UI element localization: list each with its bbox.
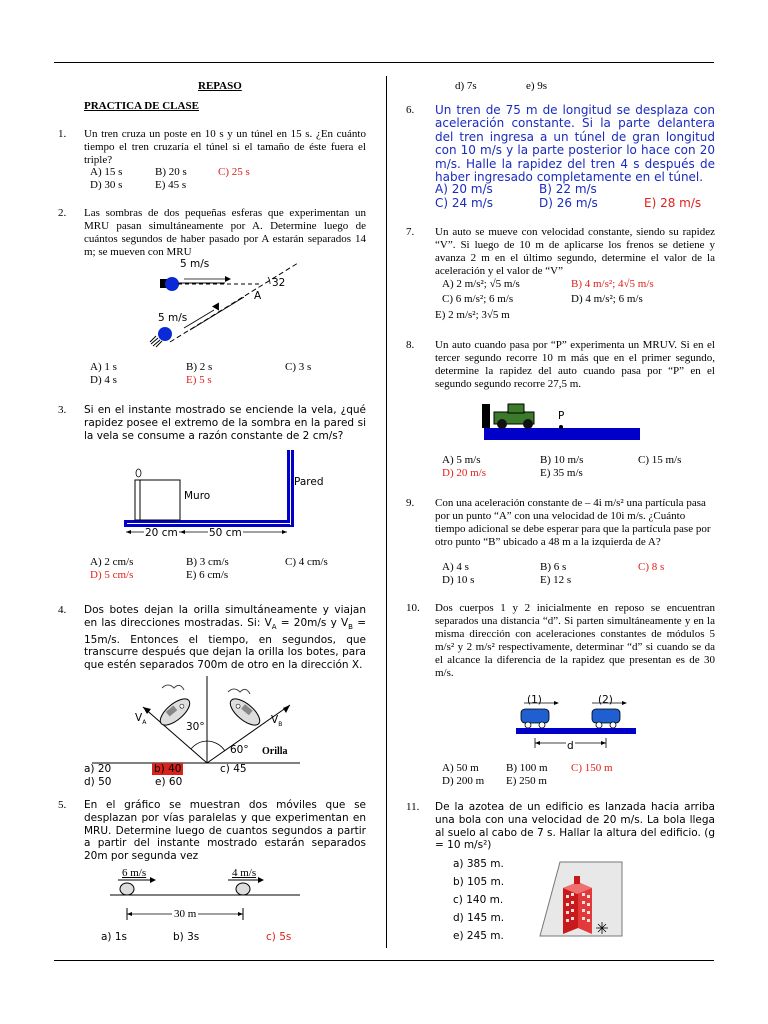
- q4-opt-c: c) 45: [220, 763, 247, 775]
- q3-number: 3.: [58, 404, 67, 416]
- q10-opt-b: B) 100 m: [506, 762, 548, 774]
- q7-opt-a: A) 2 m/s²; √5 m/s: [442, 278, 520, 290]
- q5-number: 5.: [58, 799, 67, 811]
- q2-opt-c: C) 3 s: [285, 361, 312, 373]
- q9-opt-a: A) 4 s: [442, 561, 469, 573]
- q10-opt-a: A) 50 m: [442, 762, 479, 774]
- q3-text: Si en el instante mostrado se enciende la vela, ¿qué rapidez posee el extremo de la sombra en la pared si la vela se consume a razón constante de 2 cm/s?: [84, 404, 366, 442]
- q11-opt-b: b) 105 m.: [453, 876, 505, 888]
- q8-opt-a: A) 5 m/s: [442, 454, 481, 466]
- q5-dist-label: 30 m: [174, 908, 197, 920]
- q4-vb-label: $V_B$: [271, 714, 283, 729]
- q1-text: Un tren cruza un poste en 10 s y un túnel en 15 s. ¿En cuánto tiempo el tren cruzaría el túnel si el tamaño de éste fuera el triple?: [84, 128, 366, 166]
- q11-opt-e: e) 245 m.: [453, 930, 504, 942]
- q5-opt-e: e) 9s: [526, 80, 548, 92]
- q1-opt-c-answer: C) 25 s: [218, 166, 250, 178]
- q10-opt-c-answer: C) 150 m: [571, 762, 613, 774]
- q8-opt-b: B) 10 m/s: [540, 454, 584, 466]
- q6-text: Un tren de 75 m de longitud se desplaza con aceleración constante. Si la parte delantera del tren ingresa a un túnel de gran longitud con 10 m/s y la parte posterior lo hace con 20 m/s. Halle la rapidez del tren 4 s después de haber ingresado completamente en el túnel.: [435, 103, 715, 185]
- q8-number: 8.: [406, 339, 415, 351]
- q10-opt-d: D) 200 m: [442, 775, 485, 787]
- q2-v1-label: 5 m/s: [180, 258, 210, 270]
- q8-opt-d-answer: D) 20 m/s: [442, 467, 486, 479]
- q4-angle-30: 30°: [186, 721, 205, 733]
- q5-v2-label: 4 m/s: [232, 867, 257, 879]
- q10-opt-e: E) 250 m: [506, 775, 547, 787]
- q10-dist-label: d: [567, 740, 574, 752]
- q2-opt-b: B) 2 s: [186, 361, 213, 373]
- q9-opt-c-answer: C) 8 s: [638, 561, 665, 573]
- q9-opt-d: D) 10 s: [442, 574, 475, 586]
- q6-opt-b: B) 22 m/s: [539, 182, 597, 196]
- q7-opt-d: D) 4 m/s²; 6 m/s: [571, 293, 643, 305]
- q6-opt-d: D) 26 m/s: [539, 196, 598, 210]
- q6-opt-c: C) 24 m/s: [435, 196, 493, 210]
- page-title: REPASO: [198, 80, 242, 92]
- q2-opt-a: A) 1 s: [90, 361, 117, 373]
- q2-text: Las sombras de dos pequeñas esferas que experimentan un MRU pasan simultáneamente por A. Determine luego de cuántos segundos de haber pasado por A estarán separados 14 m; se mueven con MRU: [84, 207, 366, 258]
- q3-wall-label: Pared: [294, 476, 324, 488]
- q10-body-1-label: (1): [527, 694, 542, 706]
- q9-number: 9.: [406, 497, 415, 509]
- q4-number: 4.: [58, 604, 67, 616]
- q8-opt-e: E) 35 m/s: [540, 467, 583, 479]
- q11-text: De la azotea de un edificio es lanzada hacia arriba una bola con una velocidad de 20 m/s. La bola llega al suelo al cabo de 7 s. Hallar la altura del edificio. (g = 10 m/s²): [435, 801, 715, 852]
- q3-muro-label: Muro: [184, 490, 211, 502]
- q1-opt-e: E) 45 s: [155, 179, 187, 191]
- q2-opt-e-answer: E) 5 s: [186, 374, 212, 386]
- q3-opt-e: E) 6 cm/s: [186, 569, 229, 581]
- q5-opt-b: b) 3s: [173, 931, 200, 943]
- q4-opt-b-answer: b) 40: [154, 763, 182, 775]
- q5-opt-c-answer: c) 5s: [266, 931, 292, 943]
- q11-opt-a: a) 385 m.: [453, 858, 504, 870]
- q4-opt-d: d) 50: [84, 776, 112, 788]
- q3-dist-2: 50 cm: [209, 527, 242, 539]
- q4-opt-e: e) 60: [155, 776, 183, 788]
- q7-opt-c: C) 6 m/s²; 6 m/s: [442, 293, 514, 305]
- q9-opt-b: B) 6 s: [540, 561, 567, 573]
- q6-number: 6.: [406, 104, 415, 116]
- q2-point-a: A: [254, 290, 262, 302]
- q1-opt-d: D) 30 s: [90, 179, 123, 191]
- q7-text: Un auto se mueve con velocidad constante, siendo su rapidez “V”. Si luego de 10 m de aplicarse los frenos se detiene y avanza 2 m en el último segundo, determine el valor de la aceleración y el valor de “V”: [435, 226, 715, 277]
- q3-opt-d-answer: D) 5 cm/s: [90, 569, 134, 581]
- q4-angle-60: 60°: [230, 744, 249, 756]
- q2-number: 2.: [58, 207, 67, 219]
- q3-dist-1: 20 cm: [145, 527, 178, 539]
- q9-opt-e: E) 12 s: [540, 574, 572, 586]
- q10-text: Dos cuerpos 1 y 2 inicialmente en reposo se encuentran separados una distancia “d”. Si parten simultáneamente y en la misma dirección con aceleraciones constantes de módulos 5 m/s² y 2 m/s² respectivamente, determinar “d” si cuando se da el alcance la diferencia de la rapidez que presentan es de 30 m/s.: [435, 602, 715, 679]
- q5-v1-label: 6 m/s: [122, 867, 147, 879]
- q8-text: Un auto cuando pasa por “P” experimenta un MRUV. Si en el tercer segundo recorre 10 m más que en el primer segundo, determine la rapidez del auto cuando pasa por “P” en el segundo segundo recorre 27,5 m.: [435, 339, 715, 390]
- q5-opt-a: a) 1s: [101, 931, 128, 943]
- q5-text: En el gráfico se muestran dos móviles que se desplazan por vías paralelas y que experimentan en MRU. Determine luego de cuantos segundos a partir a partir del instante mostrado estarán separados 20m por segunda vez: [84, 799, 366, 863]
- q1-opt-b: B) 20 s: [155, 166, 187, 178]
- q2-angle: 32: [272, 277, 286, 289]
- q2-v2-label: 5 m/s: [158, 312, 188, 324]
- q11-opt-c: c) 140 m.: [453, 894, 504, 906]
- q3-opt-b: B) 3 cm/s: [186, 556, 229, 568]
- q8-point-label: P: [558, 410, 565, 422]
- q7-opt-b-answer: B) 4 m/s²; 4√5 m/s: [571, 278, 654, 290]
- q3-opt-a: A) 2 cm/s: [90, 556, 134, 568]
- q1-number: 1.: [58, 128, 67, 140]
- q1-opt-a: A) 15 s: [90, 166, 123, 178]
- q2-opt-d: D) 4 s: [90, 374, 117, 386]
- q4-opt-a: a) 20: [84, 763, 112, 775]
- q10-body-2-label: (2): [598, 694, 613, 706]
- q5-opt-d: d) 7s: [455, 80, 477, 92]
- q9-text: Con una aceleración constante de – 4i m/s² una partícula pasa por un punto “A” con una velocidad de 10i m/s. ¿Cuánto tiempo adicional se debe esperar para que la partícula pase por otro punto “B” ubicado a 48 m a la izquierda de A?: [435, 497, 711, 548]
- q6-opt-e-answer: E) 28 m/s: [644, 196, 702, 210]
- q7-opt-e: E) 2 m/s²; 3√5 m: [435, 309, 510, 321]
- q11-opt-d: d) 145 m.: [453, 912, 505, 924]
- q4-text: Dos botes dejan la orilla simultáneamente y viajan en las direcciones mostradas. Si: $V_A = 20m/s$ y $V_B = 15m/s$. Entonces el tiempo, en segundos, que transcurre después que dejan la orilla los botes, para que estén separados 700m de otro en la dirección X.: [84, 604, 366, 672]
- q11-number: 11.: [406, 801, 420, 813]
- q4-va-label: $V_A$: [135, 712, 147, 727]
- q8-opt-c: C) 15 m/s: [638, 454, 682, 466]
- q6-opt-a: A) 20 m/s: [435, 182, 493, 196]
- q7-number: 7.: [406, 226, 415, 238]
- q4-shore-label: Orilla: [262, 746, 288, 757]
- q10-number: 10.: [406, 602, 420, 614]
- section-subtitle: PRACTICA DE CLASE: [84, 100, 199, 112]
- q3-opt-c: C) 4 cm/s: [285, 556, 328, 568]
